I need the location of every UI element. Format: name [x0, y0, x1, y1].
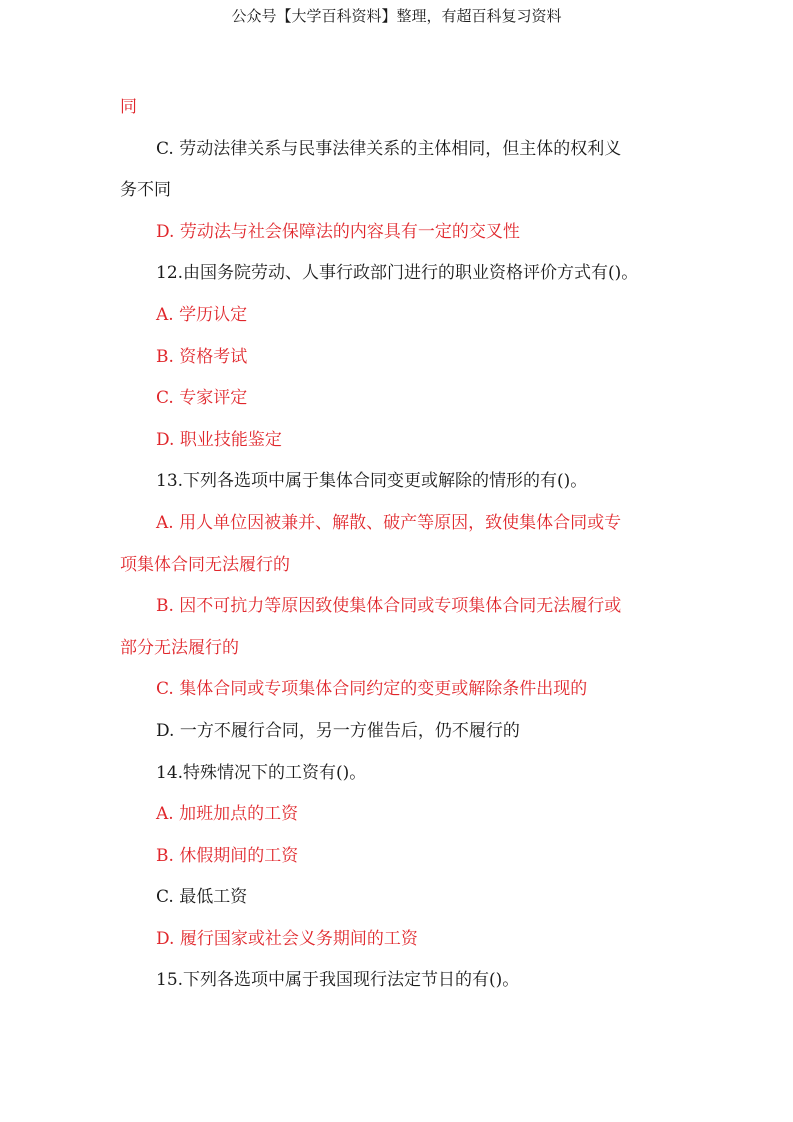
option-line: C. 最低工资 [156, 887, 248, 908]
text-line: 务不同 [120, 180, 171, 201]
question-13: 13.下列各选项中属于集体合同变更或解除的情形的有()。 [156, 471, 588, 492]
question-15: 15.下列各选项中属于我国现行法定节日的有()。 [156, 970, 520, 991]
option-line: A. 学历认定 [156, 304, 248, 325]
question-14: 14.特殊情况下的工资有()。 [156, 762, 367, 783]
option-line: A. 用人单位因被兼并、解散、破产等原因，致使集体合同或专 [156, 512, 622, 533]
option-line: A. 加班加点的工资 [156, 804, 299, 825]
text-line: 项集体合同无法履行的 [120, 554, 290, 575]
option-line: D. 一方不履行合同，另一方催告后，仍不履行的 [156, 720, 520, 741]
option-line: B. 休假期间的工资 [156, 845, 299, 866]
text-line: 部分无法履行的 [120, 637, 239, 658]
option-line: C. 集体合同或专项集体合同约定的变更或解除条件出现的 [156, 679, 588, 700]
page-header: 公众号【大学百科资料】整理，有超百科复习资料 [231, 7, 562, 25]
option-line: C. 专家评定 [156, 388, 248, 409]
question-12: 12.由国务院劳动、人事行政部门进行的职业资格评价方式有()。 [156, 263, 639, 284]
option-line: D. 职业技能鉴定 [156, 429, 282, 450]
text-line: C. 劳动法律关系与民事法律关系的主体相同，但主体的权利义 [156, 138, 622, 159]
option-line: B. 资格考试 [156, 346, 248, 367]
text-line: D. 劳动法与社会保障法的内容具有一定的交叉性 [156, 221, 520, 242]
option-line: B. 因不可抗力等原因致使集体合同或专项集体合同无法履行或 [156, 596, 622, 617]
text-line: 同 [120, 97, 137, 117]
document-body [120, 87, 680, 1002]
option-line: D. 履行国家或社会义务期间的工资 [156, 928, 418, 949]
